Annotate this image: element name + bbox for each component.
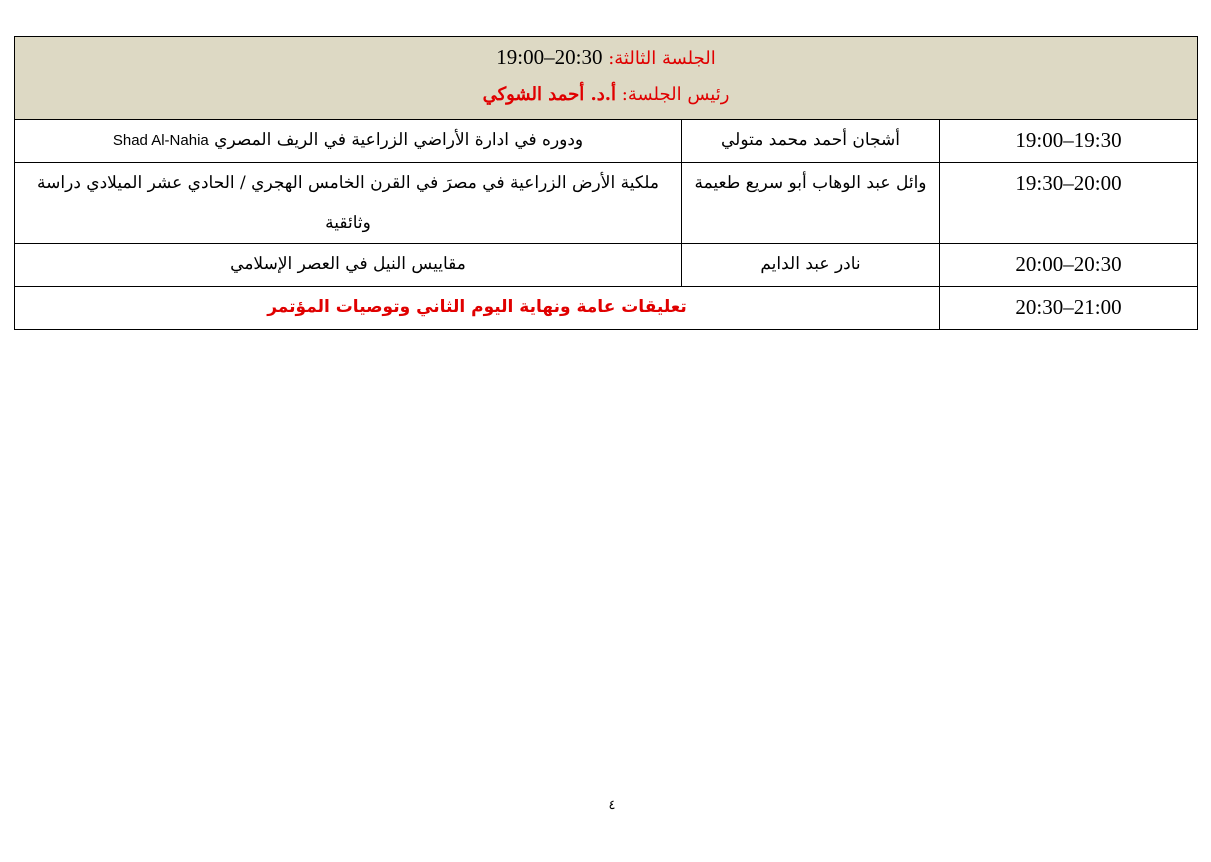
table-row <box>15 244 1198 287</box>
session-time: 19:00–20:30 <box>496 45 603 69</box>
session-header <box>15 37 1198 120</box>
session-header-row <box>15 37 1198 120</box>
row-speaker: نادر عبد الدايم <box>682 244 940 287</box>
row-time: 20:00–20:30 <box>940 244 1198 287</box>
table-row <box>15 163 1198 244</box>
row-speaker: وائل عبد الوهاب أبو سريع طعيمة <box>682 163 940 244</box>
closing-row <box>15 287 1198 330</box>
page-number: ٤ <box>608 798 616 813</box>
chair-label: رئيس الجلسة: <box>621 84 730 105</box>
row-time: 19:00–19:30 <box>940 120 1198 163</box>
closing-time: 20:30–21:00 <box>940 287 1198 330</box>
chair-name: أ.د. أحمد الشوكي <box>482 84 617 105</box>
session-title-line <box>15 39 1197 77</box>
row-title <box>15 120 682 163</box>
session-chair-line <box>15 77 1197 113</box>
row-title-latin: Shad Al-Nahia <box>112 132 209 149</box>
row-speaker: أشجان أحمد محمد متولي <box>682 120 940 163</box>
session-label: الجلسة الثالثة: <box>608 48 716 69</box>
row-title: ملكية الأرض الزراعية في مصرَ في القرن الخامس الهجري / الحادي عشر الميلادي دراسة وثائقية <box>15 163 682 244</box>
row-title-text: ودوره في ادارة الأراضي الزراعية في الريف المصري <box>214 130 584 150</box>
row-time: 19:30–20:00 <box>940 163 1198 244</box>
row-title: مقاييس النيل في العصر الإسلامي <box>15 244 682 287</box>
table-row <box>15 120 1198 163</box>
closing-text: تعليقات عامة ونهاية اليوم الثاني وتوصيات المؤتمر <box>15 287 940 330</box>
session-schedule-table <box>14 36 1198 330</box>
